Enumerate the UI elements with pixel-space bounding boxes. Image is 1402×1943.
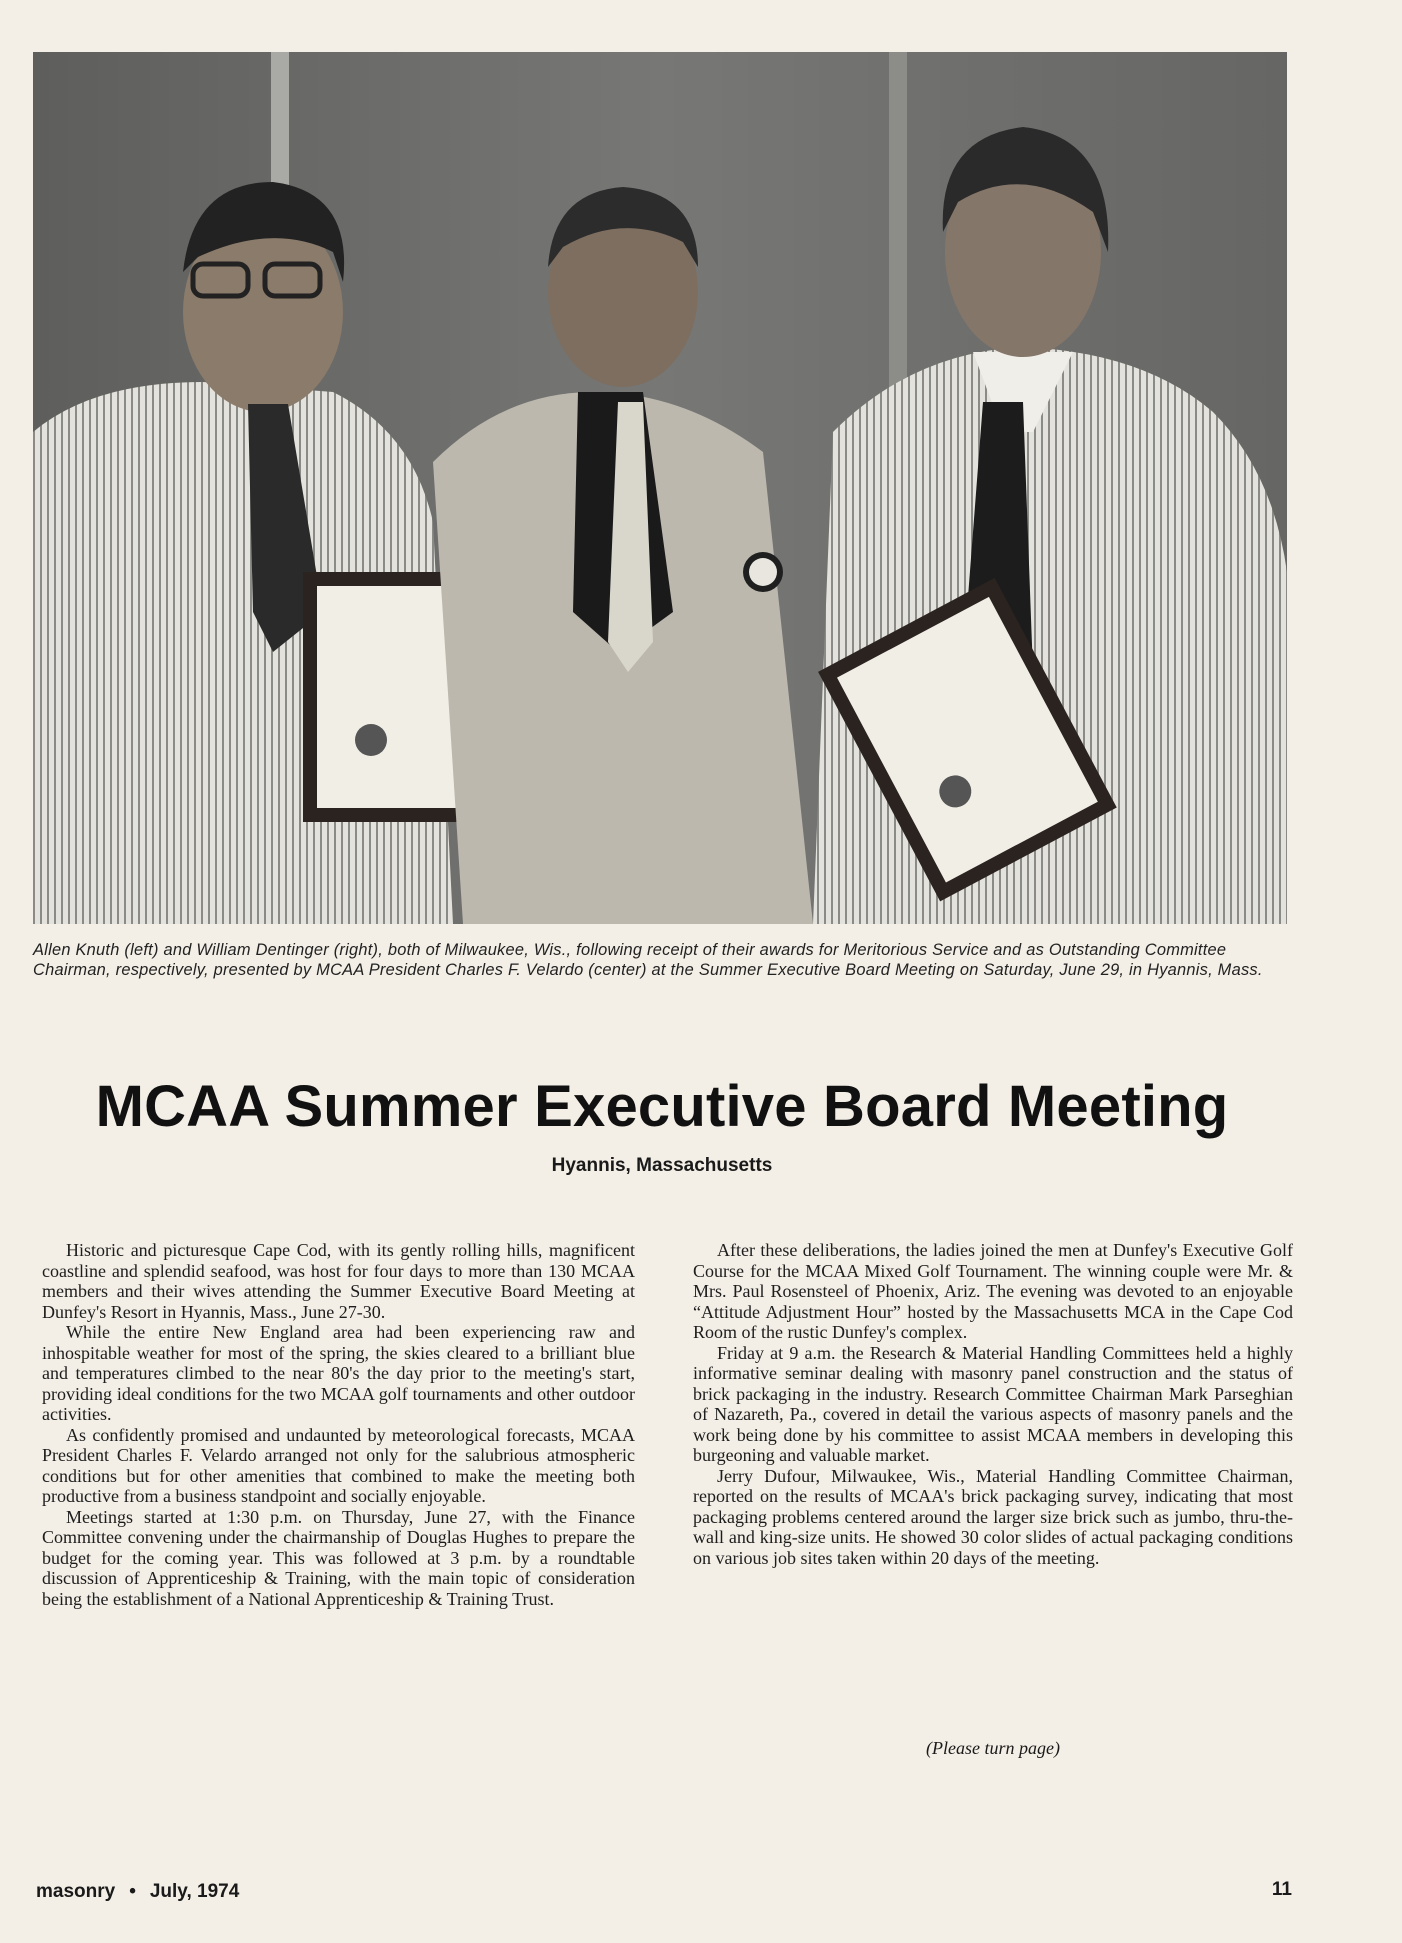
headline: MCAA Summer Executive Board Meeting xyxy=(95,1074,1229,1139)
paragraph: While the entire New England area had been experiencing raw and inhospitable weather for most of the spring, the skies cleared to a brilliant blue and temperatures climbed to the near 80's the day prior to the meeting's start, providing ideal conditions for the two MCAA golf tournaments and other outdoor activities. xyxy=(42,1322,635,1424)
award-photo-illustration xyxy=(33,52,1287,924)
paragraph: As confidently promised and undaunted by meteorological forecasts, MCAA President Charles F. Velardo arranged not only for the salubrious atmospheric conditions but for other amenities that combined to make the meeting both productive from a business standpoint and socially enjoyable. xyxy=(42,1424,635,1506)
paragraph: Meetings started at 1:30 p.m. on Thursday, June 27, with the Finance Committee convening under the chairmanship of Douglas Hughes to prepare the budget for the coming year. This was followed at 3 p.m. by a roundtable discussion of Apprenticeship & Training, with the main topic of consideration being the establishment of a National Apprenticeship & Training Trust. xyxy=(42,1506,635,1609)
page-number: 11 xyxy=(1271,1879,1292,1900)
continued-notice: (Please turn page) xyxy=(926,1738,1060,1758)
bullet-separator: • xyxy=(129,1881,136,1902)
paragraph: Jerry Dufour, Milwaukee, Wis., Material Handling Committee Chairman, reported on the results of MCAA's brick packaging survey, indicating that most packaging problems centered around the larger size brick such as jumbo, thru-the-wall and king-size units. He showed 30 color slides of actual packaging conditions on various job sites taken within 20 days of the meeting. xyxy=(693,1465,1293,1568)
left-column xyxy=(42,1240,635,1609)
subheadline: Hyannis, Massachusetts xyxy=(551,1155,773,1176)
paragraph: Friday at 9 a.m. the Research & Material Handling Committees held a highly informative seminar dealing with masonry panel construction and the status of brick packaging in the industry. Research Committee Chairman Mark Parseghian of Nazareth, Pa., covered in detail the various aspects of masonry panels and the work being done by his committee to assist MCAA members in developing this burgeoning and valuable market. xyxy=(693,1342,1293,1465)
paragraph: Historic and picturesque Cape Cod, with its gently rolling hills, magnificent coastline and splendid seafood, was host for four days to more than 130 MCAA members and their wives attending the Summer Executive Board Meeting at Dunfey's Resort in Hyannis, Mass., June 27-30. xyxy=(42,1240,635,1322)
photo-caption: Allen Knuth (left) and William Dentinger (right), both of Milwaukee, Wis., following receipt of their awards for Meritorious Service and as Outstanding Committee Chairman, respectively, presented by MCAA President Charles F. Velardo (center) at the Summer Executive Board Meeting on Saturday, June 29, in Hyannis, Mass. xyxy=(33,941,1263,979)
publication-name: masonry xyxy=(36,1881,116,1902)
issue-date: July, 1974 xyxy=(149,1881,240,1902)
footer-publication xyxy=(36,1881,239,1903)
paragraph: After these deliberations, the ladies joined the men at Dunfey's Executive Golf Course for the MCAA Mixed Golf Tournament. The winning couple were Mr. & Mrs. Paul Rosensteel of Phoenix, Ariz. The evening was devoted to an enjoyable “Attitude Adjustment Hour” hosted by the Massachusetts MCA in the Cape Cod Room of the rustic Dunfey's complex. xyxy=(693,1240,1293,1342)
award-photo xyxy=(33,52,1287,924)
right-column xyxy=(693,1240,1293,1568)
